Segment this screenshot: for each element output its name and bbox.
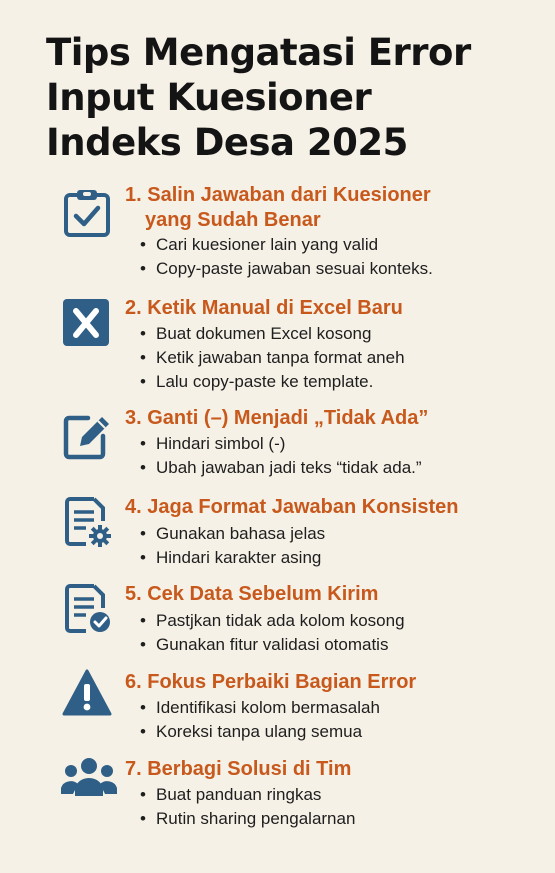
page-title <box>46 30 516 165</box>
bullet: • Cari kuesioner lain yang valid <box>140 233 433 257</box>
bullet: • Rutin sharing pengalarnan <box>140 807 355 831</box>
bullet: • Ketik jawaban tanpa format aneh <box>140 346 405 370</box>
tip-heading <box>125 183 431 233</box>
tip-heading-line-1: 3. Ganti (–) Menjadi „Tidak Ada” <box>125 407 429 429</box>
bullet: • Buat dokumen Excel kosong <box>140 322 405 346</box>
tip-heading-line-1: 6. Fokus Perbaiki Bagian Error <box>125 671 417 693</box>
bullet: • Hindari simbol (-) <box>140 432 422 456</box>
tip-heading <box>125 296 403 321</box>
tip-bullets <box>140 783 355 831</box>
bullet: • Identifikasi kolom bermasalah <box>140 696 380 720</box>
bullet: • Gunakan bahasa jelas <box>140 522 325 546</box>
tip-heading-line-1: 2. Ketik Manual di Excel Baru <box>125 297 403 319</box>
tip-bullets <box>140 609 405 657</box>
bullet: • Gunakan fitur validasi otomatis <box>140 633 405 657</box>
tip-heading <box>125 670 416 695</box>
title-line-3: Indeks Desa 2025 <box>46 121 408 164</box>
clipboard-check-icon <box>62 188 112 238</box>
tip-heading-line-1: 1. Salin Jawaban dari Kuesioner <box>125 184 431 206</box>
bullet: • Buat panduan ringkas <box>140 783 355 807</box>
bullet: • Koreksi tanpa ulang semua <box>140 720 380 744</box>
title-line-1: Tips Mengatasi Error <box>46 31 471 74</box>
tip-heading <box>125 495 458 520</box>
bullet: • Ubah jawaban jadi teks “tidak ada.” <box>140 456 422 480</box>
tip-bullets <box>140 522 325 570</box>
tip-heading <box>125 757 351 782</box>
document-gear-icon <box>62 497 112 547</box>
edit-pencil-icon <box>62 410 112 460</box>
bullet: • Hindari karakter asing <box>140 546 325 570</box>
bullet: • Pastjkan tidak ada kolom kosong <box>140 609 405 633</box>
bullet: • Lalu copy-paste ke template. <box>140 370 405 394</box>
tip-heading <box>125 582 378 607</box>
tip-heading <box>125 406 428 431</box>
tip-heading-line-1: 4. Jaga Format Jawaban Konsisten <box>125 496 459 518</box>
tip-bullets <box>140 696 380 744</box>
document-check-icon <box>62 584 112 634</box>
tip-heading-line-2: yang Sudah Benar <box>145 209 321 231</box>
tip-bullets <box>140 233 433 281</box>
tip-heading-line-1: 5. Cek Data Sebelum Kirim <box>125 583 379 605</box>
warning-icon <box>62 668 112 718</box>
team-icon <box>60 752 118 802</box>
title-line-2: Input Kuesioner <box>46 76 372 119</box>
bullet: • Copy-paste jawaban sesuai konteks. <box>140 257 433 281</box>
tip-heading-line-1: 7. Berbagi Solusi di Tim <box>125 758 352 780</box>
tip-bullets <box>140 322 405 394</box>
excel-icon <box>62 298 112 348</box>
tip-bullets <box>140 432 422 480</box>
